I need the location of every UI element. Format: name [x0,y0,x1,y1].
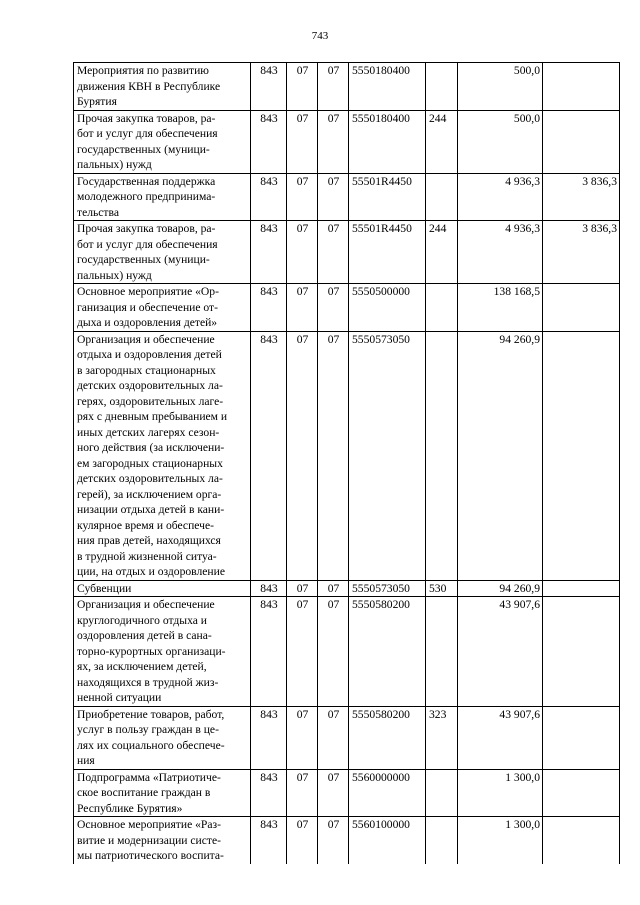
amount-value: 94 260,9 [499,581,540,595]
amount-value-cell [458,110,543,173]
row-name-cell [74,110,251,173]
amount-value: 138 168,5 [493,285,540,298]
section-code-cell [287,173,318,221]
subsection-code: 07 [327,64,340,77]
target-article-code: 55501R4450 [352,174,412,188]
target-article-code-cell [349,221,426,284]
subsection-code: 07 [327,770,340,784]
target-article-code: 5550580200 [352,598,410,611]
section-code-cell [287,769,318,817]
target-article-code: 5550180400 [352,64,410,77]
federal-amount-value: 3 836,3 [582,222,617,235]
amount-value: 1 300,0 [505,818,540,831]
amount-value: 500,0 [513,64,540,77]
row-name: Подпрограмма «Патриотиче- ское воспитание граждан в Республике Бурятия» [77,770,221,815]
table-row [74,173,620,221]
section-code-cell [287,706,318,769]
page-number: 743 [311,30,329,42]
ministry-code: 843 [260,285,278,298]
expense-type-code-cell [426,817,458,864]
amount-value-cell [458,173,543,221]
federal-amount-value-cell [543,221,620,284]
section-code-cell [287,221,318,284]
row-name: Мероприятия по развитию движения КВН в Республике Бурятия [77,64,221,108]
target-article-code-cell [349,284,426,332]
ministry-code: 843 [260,174,278,188]
subsection-code: 07 [327,818,340,831]
subsection-code: 07 [327,598,340,611]
target-article-code-cell [349,63,426,111]
section-code-cell [287,63,318,111]
target-article-code: 5560100000 [352,818,410,831]
target-article-code-cell [349,597,426,707]
section-code: 07 [296,581,309,595]
table-row [74,63,620,111]
subsection-code-cell [318,110,349,173]
target-article-code: 5550580200 [352,707,410,721]
federal-amount-value-cell [543,580,620,597]
table-row [74,221,620,284]
ministry-code: 843 [260,770,278,784]
subsection-code: 07 [327,581,340,595]
federal-amount-value-cell [543,769,620,817]
subsection-code: 07 [327,174,340,188]
ministry-code: 843 [260,111,278,125]
expense-type-code-cell [426,173,458,221]
amount-value-cell [458,597,543,707]
row-name-cell [74,63,251,111]
subsection-code-cell [318,173,349,221]
amount-value-cell [458,769,543,817]
table-row [74,769,620,817]
amount-value: 43 907,6 [499,598,540,611]
expense-type-code-cell [426,706,458,769]
federal-amount-value-cell [543,817,620,864]
table-row [74,706,620,769]
expense-type-code-cell [426,331,458,580]
section-code: 07 [296,818,309,831]
budget-table-body [74,63,620,864]
amount-value-cell [458,580,543,597]
target-article-code: 55501R4450 [352,222,412,235]
row-name-cell [74,173,251,221]
ministry-code-cell [251,284,287,332]
expense-type-code-cell [426,580,458,597]
table-row [74,284,620,332]
ministry-code: 843 [260,581,278,595]
section-code: 07 [296,285,309,298]
section-code-cell [287,817,318,864]
section-code: 07 [296,770,309,784]
expense-type-code-cell [426,110,458,173]
row-name: Организация и обеспечение круглогодичного отдыха и оздоровления детей в сана- торно-курортных организаци- ях, за исключением детей, находящихся в трудной жиз- ненной ситуации [77,598,226,704]
section-code-cell [287,110,318,173]
row-name-cell [74,769,251,817]
table-row [74,580,620,597]
row-name: Организация и обеспечение отдыха и оздоровления детей в загородных стационарных детских оздоровительных ла- герях, оздоровительных лаге- рях с дневным пребыванием и иных детских лагерях сезон- ного действия (за исключени- ем загородных стационарных детских оздоровительных ла- герей), за исключением орга- низации отдыха детей в кани- кулярное время и обеспече- ния прав детей, находящихся в трудной жизненной ситуа- ции, на отдых и оздоровление [77,332,228,578]
section-code: 07 [296,598,309,611]
row-name: Государственная поддержка молодежного предпринима- тельства [77,174,216,219]
target-article-code: 5550573050 [352,581,410,595]
ministry-code-cell [251,63,287,111]
table-row [74,110,620,173]
target-article-code-cell [349,769,426,817]
row-name-cell [74,284,251,332]
section-code-cell [287,331,318,580]
ministry-code-cell [251,706,287,769]
amount-value-cell [458,63,543,111]
section-code-cell [287,597,318,707]
expense-type-code: 323 [429,707,447,721]
amount-value: 500,0 [513,111,540,125]
target-article-code: 5550573050 [352,332,410,346]
subsection-code-cell [318,769,349,817]
row-name-cell [74,580,251,597]
ministry-code-cell [251,221,287,284]
ministry-code: 843 [260,332,278,346]
target-article-code-cell [349,110,426,173]
expense-type-code: 530 [429,581,447,595]
subsection-code-cell [318,221,349,284]
expense-type-code-cell [426,597,458,707]
amount-value: 4 936,3 [505,222,540,235]
table-row [74,331,620,580]
amount-value: 94 260,9 [499,332,540,346]
amount-value-cell [458,817,543,864]
section-code: 07 [296,222,309,235]
subsection-code-cell [318,63,349,111]
subsection-code: 07 [327,707,340,721]
row-name: Основное мероприятие «Ор- ганизация и обеспечение от- дыха и оздоровления детей» [77,285,219,329]
target-article-code-cell [349,817,426,864]
row-name: Субвенции [77,581,132,595]
row-name-cell [74,817,251,864]
budget-table [73,62,620,864]
federal-amount-value-cell [543,173,620,221]
ministry-code: 843 [260,818,278,831]
section-code: 07 [296,707,309,721]
ministry-code: 843 [260,222,278,235]
table-row [74,817,620,864]
target-article-code: 5560000000 [352,770,410,784]
subsection-code-cell [318,817,349,864]
federal-amount-value-cell [543,331,620,580]
expense-type-code: 244 [429,222,447,235]
ministry-code: 843 [260,707,278,721]
amount-value: 43 907,6 [499,707,540,721]
subsection-code-cell [318,284,349,332]
ministry-code: 843 [260,64,278,77]
section-code: 07 [296,332,309,346]
table-row [74,597,620,707]
section-code: 07 [296,64,309,77]
expense-type-code-cell [426,769,458,817]
expense-type-code-cell [426,284,458,332]
subsection-code: 07 [327,111,340,125]
amount-value: 1 300,0 [505,770,540,784]
ministry-code-cell [251,173,287,221]
ministry-code: 843 [260,598,278,611]
subsection-code-cell [318,580,349,597]
row-name-cell [74,597,251,707]
federal-amount-value: 3 836,3 [582,174,617,188]
amount-value-cell [458,331,543,580]
ministry-code-cell [251,580,287,597]
ministry-code-cell [251,110,287,173]
target-article-code-cell [349,173,426,221]
row-name: Основное мероприятие «Раз- витие и модернизации систе- мы патриотического воспита- [77,818,224,862]
subsection-code: 07 [327,332,340,346]
expense-type-code-cell [426,63,458,111]
federal-amount-value-cell [543,706,620,769]
row-name: Приобретение товаров, работ, услуг в пользу граждан в це- лях их социального обеспече- ния [77,707,225,767]
ministry-code-cell [251,769,287,817]
federal-amount-value-cell [543,597,620,707]
row-name-cell [74,221,251,284]
row-name: Прочая закупка товаров, ра- бот и услуг для обеспечения государственных (муници- пальных) нужд [77,111,218,171]
row-name: Прочая закупка товаров, ра- бот и услуг для обеспечения государственных (муници- пальных) нужд [77,222,218,282]
ministry-code-cell [251,597,287,707]
section-code: 07 [296,111,309,125]
ministry-code-cell [251,331,287,580]
expense-type-code-cell [426,221,458,284]
row-name-cell [74,706,251,769]
amount-value-cell [458,706,543,769]
section-code: 07 [296,174,309,188]
subsection-code-cell [318,597,349,707]
subsection-code-cell [318,331,349,580]
federal-amount-value-cell [543,284,620,332]
target-article-code-cell [349,331,426,580]
amount-value-cell [458,284,543,332]
section-code-cell [287,580,318,597]
target-article-code: 5550180400 [352,111,410,125]
subsection-code-cell [318,706,349,769]
federal-amount-value-cell [543,110,620,173]
section-code-cell [287,284,318,332]
amount-value-cell [458,221,543,284]
ministry-code-cell [251,817,287,864]
target-article-code-cell [349,580,426,597]
target-article-code: 5550500000 [352,285,410,298]
subsection-code: 07 [327,222,340,235]
expense-type-code: 244 [429,111,447,125]
federal-amount-value-cell [543,63,620,111]
row-name-cell [74,331,251,580]
target-article-code-cell [349,706,426,769]
amount-value: 4 936,3 [505,174,540,188]
subsection-code: 07 [327,285,340,298]
